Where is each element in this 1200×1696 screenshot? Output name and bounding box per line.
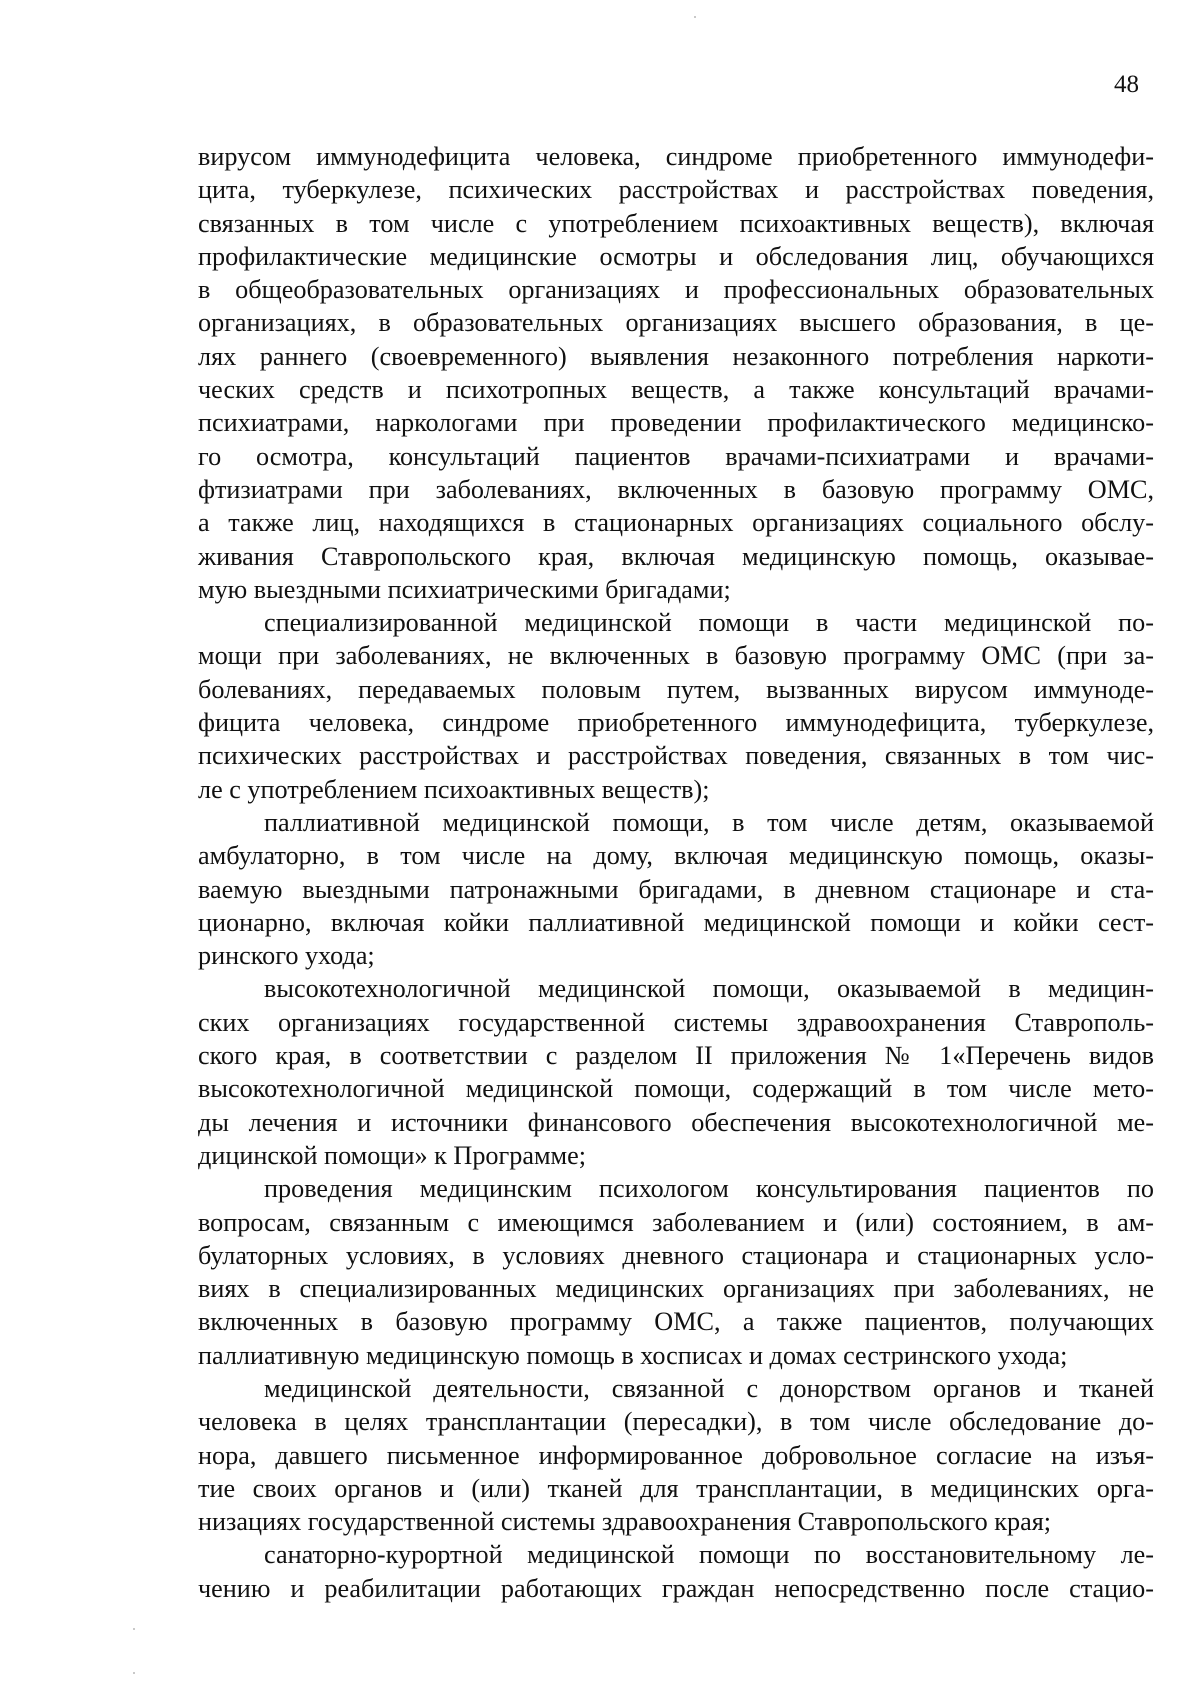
paragraph <box>198 1172 1154 1372</box>
text-line: проведения медицинским психологом консультирования пациентов по <box>264 1174 1154 1204</box>
paragraph <box>198 1372 1154 1538</box>
scan-speck <box>133 1628 135 1630</box>
text-line: ционарно, включая койки паллиативной медицинской помощи и койки сест- <box>198 907 1154 937</box>
text-line: чению и реабилитации работающих граждан непосредственно после стацио- <box>198 1573 1154 1603</box>
text-line: паллиативной медицинской помощи, в том числе детям, оказываемой <box>264 807 1154 837</box>
text-line: мую выездными психиатрическими бригадами; <box>198 574 731 604</box>
text-line: психиатрами, наркологами при проведении профилактического медицинско- <box>198 408 1154 438</box>
text-line: нора, давшего письменное информированное добровольное согласие на изъя- <box>198 1440 1154 1470</box>
text-line: профилактические медицинские осмотры и обследования лиц, обучающихся <box>198 241 1154 271</box>
text-line: организациях, в образовательных организациях высшего образования, в це- <box>198 308 1154 338</box>
document-body <box>198 140 1154 1605</box>
text-line: ского края, в соответствии с разделом II приложения № 1«Перечень видов <box>198 1041 1154 1071</box>
text-line: специализированной медицинской помощи в части медицинской по- <box>264 608 1154 638</box>
text-line: в общеобразовательных организациях и профессиональных образовательных <box>198 275 1154 305</box>
text-line: дицинской помощи» к Программе; <box>198 1140 587 1170</box>
text-line: вирусом иммунодефицита человека, синдроме приобретенного иммунодефи- <box>198 142 1154 171</box>
text-line: ле с употреблением психоактивных веществ); <box>198 774 710 804</box>
text-line: живания Ставропольского края, включая медицинскую помощь, оказывае- <box>198 541 1154 571</box>
text-line: санаторно-курортной медицинской помощи по восстановительному ле- <box>264 1540 1154 1570</box>
paragraph <box>198 1538 1154 1605</box>
scan-speck <box>694 16 696 18</box>
paragraph <box>198 806 1154 972</box>
text-line: высокотехнологичной медицинской помощи, оказываемой в медицин- <box>264 974 1154 1004</box>
text-line: ческих средств и психотропных веществ, а также консультаций врачами- <box>198 375 1154 405</box>
text-line: связанных в том числе с употреблением психоактивных веществ), включая <box>198 208 1154 238</box>
text-line: медицинской деятельности, связанной с донорством органов и тканей <box>264 1373 1154 1403</box>
page-number: 48 <box>1114 71 1139 98</box>
paragraph <box>198 972 1154 1172</box>
text-line: ды лечения и источники финансового обеспечения высокотехнологичной ме- <box>198 1107 1154 1137</box>
paragraph <box>198 606 1154 806</box>
scan-speck <box>133 1672 135 1674</box>
text-line: человека в целях трансплантации (пересадки), в том числе обследование до- <box>198 1407 1154 1437</box>
text-line: виях в специализированных медицинских организациях при заболеваниях, не <box>198 1274 1154 1304</box>
text-line: амбулаторно, в том числе на дому, включая медицинскую помощь, оказы- <box>198 841 1154 871</box>
text-line: низациях государственной системы здравоохранения Ставропольского края; <box>198 1507 1052 1537</box>
paragraph <box>198 140 1154 606</box>
text-line: мощи при заболеваниях, не включенных в базовую программу ОМС (при за- <box>198 641 1154 671</box>
text-line: ваемую выездными патронажными бригадами, в дневном стационаре и ста- <box>198 874 1154 904</box>
text-line: фицита человека, синдроме приобретенного иммунодефицита, туберкулезе, <box>198 708 1154 738</box>
text-line: ринского ухода; <box>198 941 375 971</box>
text-line: ских организациях государственной системы здравоохранения Ставрополь- <box>198 1007 1154 1037</box>
text-line: фтизиатрами при заболеваниях, включенных в базовую программу ОМС, <box>198 474 1154 504</box>
text-line: а также лиц, находящихся в стационарных организациях социального обслу- <box>198 508 1154 538</box>
text-line: цита, туберкулезе, психических расстройствах и расстройствах поведения, <box>198 175 1154 205</box>
text-line: включенных в базовую программу ОМС, а также пациентов, получающих <box>198 1307 1154 1337</box>
text-line: высокотехнологичной медицинской помощи, содержащий в том числе мето- <box>198 1074 1154 1104</box>
text-line: паллиативную медицинскую помощь в хосписах и домах сестринского ухода; <box>198 1340 1068 1370</box>
text-line: го осмотра, консультаций пациентов врачами-психиатрами и врачами- <box>198 441 1154 471</box>
text-line: психических расстройствах и расстройствах поведения, связанных в том чис- <box>198 741 1154 771</box>
text-line: вопросам, связанным с имеющимся заболеванием и (или) состоянием, в ам- <box>198 1207 1154 1237</box>
text-line: булаторных условиях, в условиях дневного стационара и стационарных усло- <box>198 1240 1154 1270</box>
text-line: лях раннего (своевременного) выявления незаконного потребления наркоти- <box>198 341 1154 371</box>
text-line: тие своих органов и (или) тканей для трансплантации, в медицинских орга- <box>198 1473 1154 1503</box>
text-line: болеваниях, передаваемых половым путем, вызванных вирусом иммуноде- <box>198 674 1154 704</box>
